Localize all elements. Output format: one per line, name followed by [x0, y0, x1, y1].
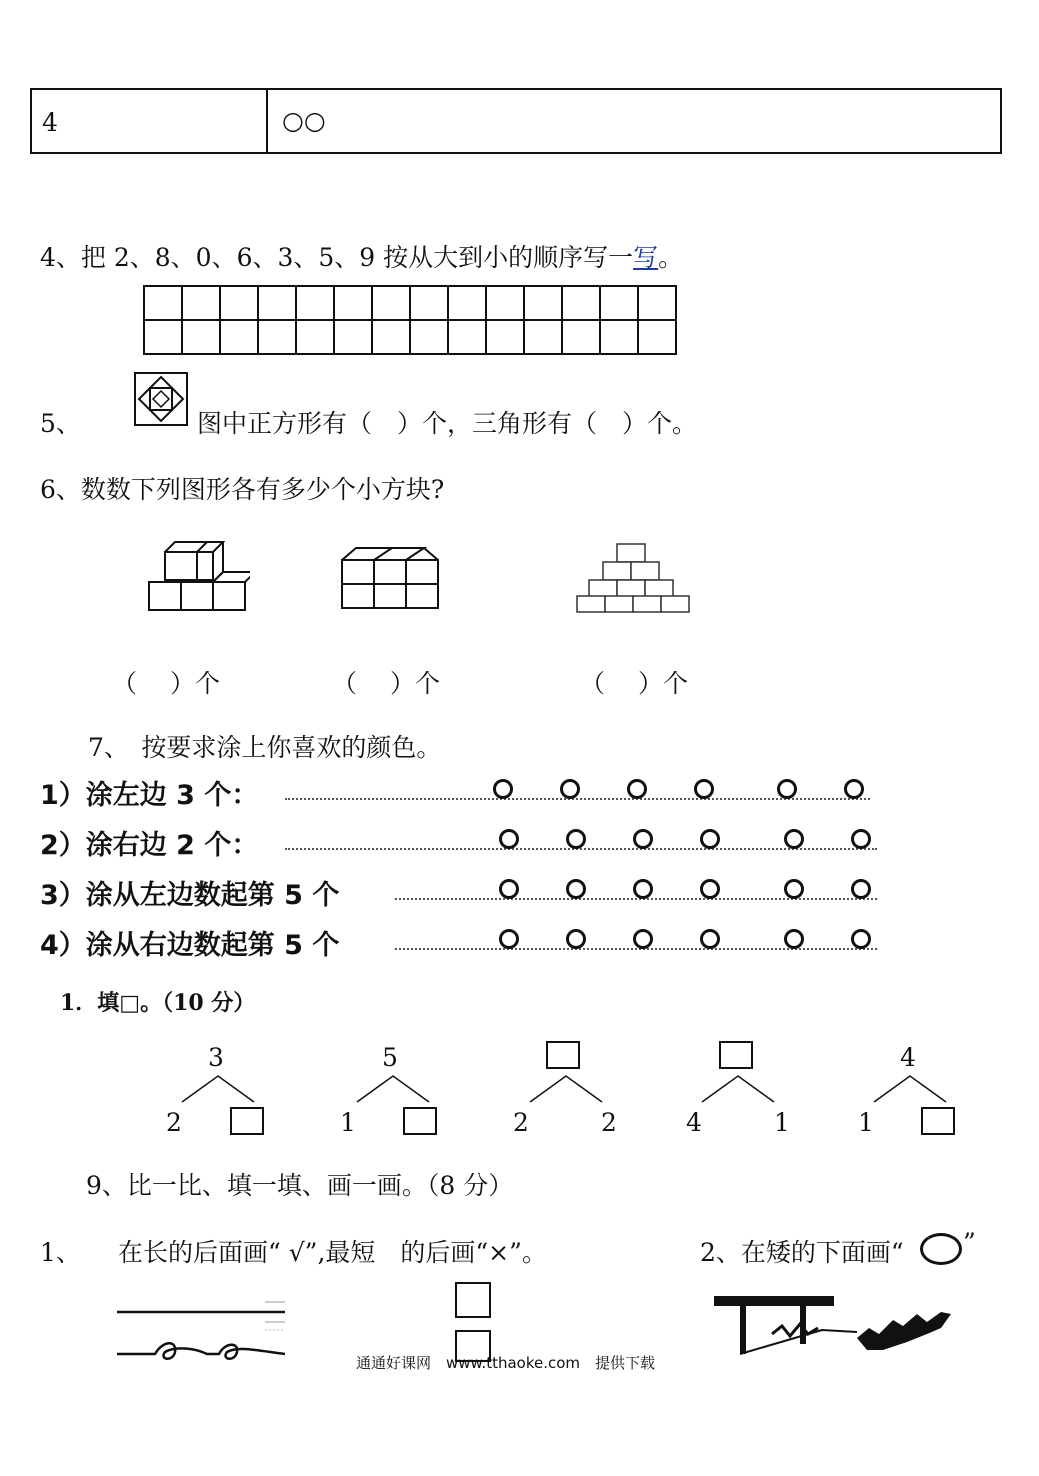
grid-cell[interactable] [524, 286, 562, 320]
answer-grid [143, 285, 677, 355]
grid-cell[interactable] [448, 286, 486, 320]
grid-cell[interactable] [296, 320, 334, 354]
circle[interactable] [784, 929, 804, 949]
circle[interactable] [493, 779, 513, 799]
grid-cell[interactable] [220, 320, 258, 354]
q9-part1-number: 1、 [40, 1238, 81, 1267]
grid-cell[interactable] [334, 286, 372, 320]
circle[interactable] [784, 829, 804, 849]
table-cell-circles: ○○ [282, 106, 326, 135]
circle[interactable] [566, 929, 586, 949]
answer-box[interactable] [546, 1041, 580, 1069]
tree-top-number: 5 [382, 1043, 398, 1072]
tree-left-number: 2 [513, 1108, 529, 1137]
grid-cell[interactable] [600, 286, 638, 320]
grid-cell[interactable] [600, 320, 638, 354]
cube-stack-1 [145, 540, 250, 615]
answer-box[interactable] [921, 1107, 955, 1135]
tree-left-number: 1 [340, 1108, 356, 1137]
tree-top-number: 4 [900, 1043, 916, 1072]
tree-left-number: 4 [686, 1108, 702, 1137]
grid-cell[interactable] [296, 286, 334, 320]
dotted-line [285, 798, 870, 800]
q6-answer-1: （ ）个 [112, 669, 220, 698]
q7-item-1: 1）涂左边 3 个： [40, 780, 259, 811]
circle[interactable] [784, 879, 804, 899]
q7-item-4: 4）涂从右边数起第 5 个 [40, 930, 340, 961]
grid-cell[interactable] [372, 286, 410, 320]
answer-box[interactable] [719, 1041, 753, 1069]
circle[interactable] [700, 829, 720, 849]
cube-stack-2 [338, 540, 448, 615]
cube-pyramid [575, 538, 700, 618]
answer-box[interactable] [403, 1107, 437, 1135]
footer-text: 通通好课网 www.tthaoke.com 提供下载 [356, 1354, 656, 1372]
q6-answer-2: （ ）个 [332, 669, 440, 698]
top-table [30, 88, 1002, 154]
tree-right-number: 1 [774, 1108, 790, 1137]
q7-item-3: 3）涂从左边数起第 5 个 [40, 880, 340, 911]
tree-lines [872, 1074, 952, 1104]
oval-icon [920, 1233, 962, 1265]
q4-prefix: 4、把 2、8、0、6、3、5、9 按从大到小的顺序写一 [40, 243, 634, 272]
q8-title: 1．填□。（10 分） [60, 990, 256, 1016]
circle[interactable] [627, 779, 647, 799]
circle[interactable] [700, 929, 720, 949]
grid-cell[interactable] [372, 320, 410, 354]
q7-title: 7、 按要求涂上你喜欢的颜色。 [88, 733, 442, 762]
circle[interactable] [633, 929, 653, 949]
q5-text: 图中正方形有（ ）个，三角形有（ ）个。 [197, 409, 698, 438]
circle[interactable] [499, 829, 519, 849]
table-cell-number: 4 [42, 108, 58, 137]
grid-cell[interactable] [334, 320, 372, 354]
answer-box-square[interactable] [455, 1282, 491, 1318]
q4-text [40, 238, 683, 274]
grid-cell[interactable] [220, 286, 258, 320]
grid-cell[interactable] [562, 286, 600, 320]
circle[interactable] [499, 879, 519, 899]
circle[interactable] [633, 879, 653, 899]
table-divider [266, 90, 268, 152]
grid-cell[interactable] [638, 286, 676, 320]
dotted-line [395, 898, 877, 900]
q7-item-2: 2）涂右边 2 个： [40, 830, 259, 861]
circle[interactable] [566, 879, 586, 899]
q4-suffix: 。 [658, 243, 684, 272]
grid-cell[interactable] [486, 320, 524, 354]
q9-part2-end: ” [963, 1228, 976, 1257]
grid-cell[interactable] [144, 286, 182, 320]
answer-box[interactable] [230, 1107, 264, 1135]
grid-row [144, 320, 676, 354]
grid-cell[interactable] [182, 286, 220, 320]
tree-top-number: 3 [208, 1043, 224, 1072]
circle[interactable] [851, 879, 871, 899]
circle[interactable] [499, 929, 519, 949]
dotted-line [285, 848, 877, 850]
grid-cell[interactable] [144, 320, 182, 354]
tree-lines [700, 1074, 780, 1104]
tree-left-number: 2 [166, 1108, 182, 1137]
tree-right-number: 2 [601, 1108, 617, 1137]
q9-part2-text: 2、在矮的下面画“ [700, 1238, 904, 1267]
grid-cell[interactable] [258, 286, 296, 320]
dotted-line [395, 948, 877, 950]
q9-title: 9、比一比、填一填、画一画。（8 分） [86, 1171, 514, 1200]
grid-cell[interactable] [182, 320, 220, 354]
grid-cell[interactable] [486, 286, 524, 320]
grid-cell[interactable] [258, 320, 296, 354]
nested-squares-figure [133, 371, 189, 427]
grid-cell[interactable] [410, 286, 448, 320]
grid-cell[interactable] [562, 320, 600, 354]
circle[interactable] [566, 829, 586, 849]
tree-lines [180, 1074, 260, 1104]
circle[interactable] [700, 879, 720, 899]
grid-row [144, 286, 676, 320]
circle[interactable] [633, 829, 653, 849]
tree-lines [528, 1074, 608, 1104]
tree-left-number: 1 [858, 1108, 874, 1137]
lines-figure [115, 1290, 290, 1370]
circle[interactable] [560, 779, 580, 799]
grid-cell[interactable] [638, 320, 676, 354]
circle[interactable] [851, 929, 871, 949]
q5-number: 5、 [40, 409, 81, 438]
q9-part1-text: 在长的后面画“ √”,最短 的后画“×”。 [118, 1238, 547, 1267]
circle[interactable] [777, 779, 797, 799]
trees-figure [712, 1290, 952, 1365]
grid-cell[interactable] [410, 320, 448, 354]
circle[interactable] [844, 779, 864, 799]
q6-answer-3: （ ）个 [580, 669, 688, 698]
circle[interactable] [694, 779, 714, 799]
grid-cell[interactable] [448, 320, 486, 354]
grid-cell[interactable] [524, 320, 562, 354]
tree-lines [355, 1074, 435, 1104]
q6-title: 6、数数下列图形各有多少个小方块? [40, 475, 445, 504]
circle[interactable] [851, 829, 871, 849]
q4-link[interactable]: 写 [633, 243, 659, 272]
